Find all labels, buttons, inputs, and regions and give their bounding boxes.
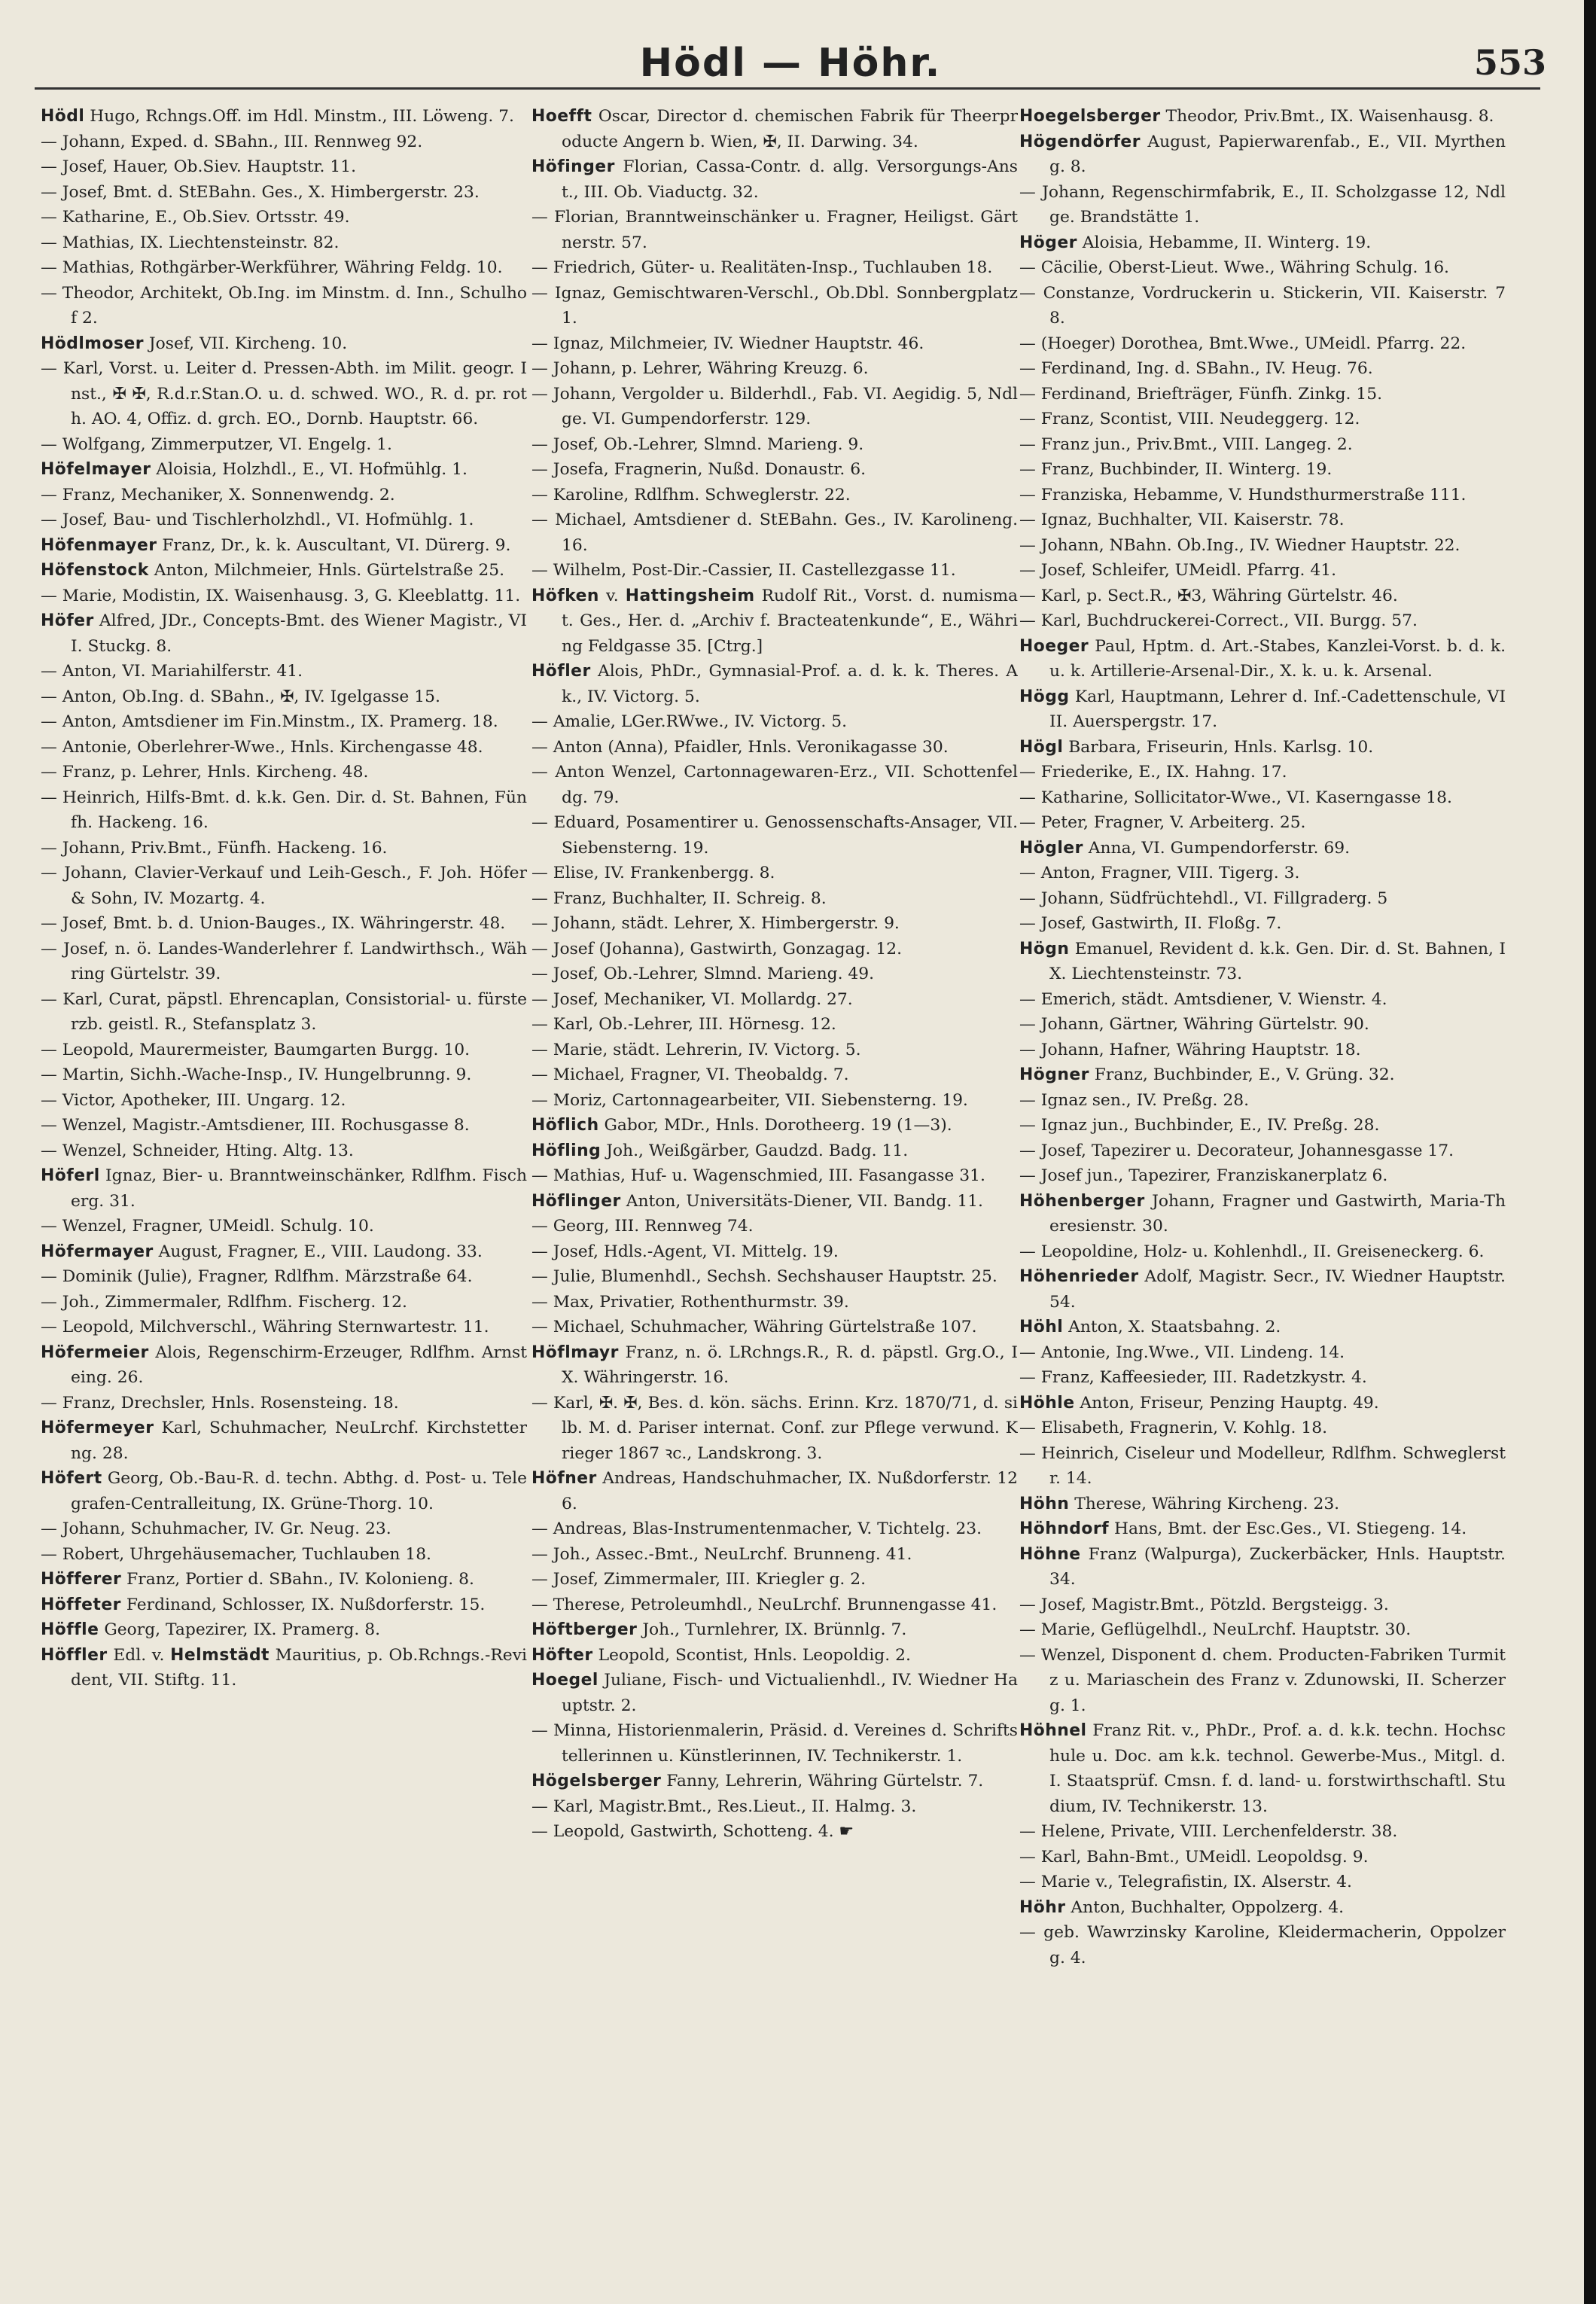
directory-entry: — Leopold, Milchverschl., Währing Sternwartestr. 11. (41, 1318, 489, 1336)
directory-entry: Hoefft Oscar, Director d. chemischen Fabrik für Theerproducte Angern b. Wien, ✠, II. Darwing. 34. (531, 107, 1018, 151)
directory-entry: — Josef, Ob.-Lehrer, Slmnd. Marieng. 49. (531, 965, 875, 983)
directory-entry: — Wenzel, Magistr.-Amtsdiener, III. Rochusgasse 8. (41, 1116, 470, 1135)
entry-surname: Höhr (1019, 1897, 1066, 1917)
directory-entry: — Karl, p. Sect.R., ✠3, Währing Gürtelstr. 46. (1019, 586, 1398, 605)
directory-entry: — Ignaz, Buchhalter, VII. Kaiserstr. 78. (1019, 510, 1345, 529)
directory-entry: Höfert Georg, Ob.-Bau-R. d. techn. Abthg. d. Post- u. Telegrafen-Centralleitung, IX. Grüne-Thorg. 10. (41, 1469, 527, 1513)
directory-entry: — Wenzel, Disponent d. chem. Producten-Fabriken Turmitz u. Mariaschein des Franz v. Zdunowski, II. Scherzerg. 1. (1019, 1645, 1506, 1715)
directory-entry: — Johann, NBahn. Ob.Ing., IV. Wiedner Hauptstr. 22. (1019, 535, 1460, 555)
directory-entry: Hödlmoser Josef, VII. Kircheng. 10. (41, 334, 348, 353)
directory-entry: — Elise, IV. Frankenbergg. 8. (531, 864, 775, 882)
directory-entry: — Josef, Bmt. b. d. Union-Bauges., IX. Währingerstr. 48. (41, 914, 506, 933)
directory-entry: Höhl Anton, X. Staatsbahng. 2. (1019, 1318, 1281, 1336)
entry-surname: Högner (1019, 1065, 1089, 1084)
directory-entry: — Josef, Schleifer, UMeidl. Pfarrg. 41. (1019, 561, 1337, 580)
entry-surname: Hoegelsberger (1019, 107, 1161, 126)
directory-entry: — Anton, Ob.Ing. d. SBahn., ✠, IV. Igelgasse 15. (41, 687, 440, 706)
directory-entry: — Karl, Ob.-Lehrer, III. Hörnesg. 12. (531, 1015, 836, 1034)
directory-entry: — Ignaz jun., Buchbinder, E., IV. Preßg. 28. (1019, 1116, 1380, 1135)
directory-entry: — Karoline, Rdlfhm. Schweglerstr. 22. (531, 485, 851, 504)
directory-entry: — Wolfgang, Zimmerputzer, VI. Engelg. 1. (41, 434, 392, 454)
directory-entry: — Leopold, Maurermeister, Baumgarten Burgg. 10. (41, 1040, 471, 1059)
directory-entry: Höfermeyer Karl, Schuhmacher, NeuLrchf. Kirchstetterng. 28. (41, 1419, 527, 1463)
directory-entry: — Franz, Buchbinder, II. Winterg. 19. (1019, 460, 1333, 479)
directory-entry: — Friedrich, Güter- u. Realitäten-Insp., Tuchlauben 18. (531, 258, 993, 277)
directory-entry: — Johann, Südfrüchtehdl., VI. Fillgraderg. 5 (1019, 888, 1388, 908)
directory-entry: Högg Karl, Hauptmann, Lehrer d. Inf.-Cadettenschule, VIII. Auerspergstr. 17. (1019, 687, 1506, 731)
directory-entry: — Wilhelm, Post-Dir.-Cassier, II. Castellezgasse 11. (531, 561, 956, 580)
directory-entry: — Heinrich, Ciseleur und Modelleur, Rdlfhm. Schweglerstr. 14. (1019, 1443, 1506, 1488)
entry-surname: Höfermeyer (41, 1419, 154, 1437)
directory-entry: — Joh., Assec.-Bmt., NeuLrchf. Brunneng. 41. (531, 1544, 912, 1564)
directory-entry: Höger Aloisia, Hebamme, II. Winterg. 19. (1019, 233, 1372, 252)
entry-surname: Höflinger (531, 1191, 621, 1211)
directory-entry: Hödl Hugo, Rchngs.Off. im Hdl. Minstm., III. Löweng. 7. (41, 107, 514, 126)
directory-entry: Höfinger Florian, Cassa-Contr. d. allg. Versorgungs-Anst., III. Ob. Viaductg. 32. (531, 157, 1018, 202)
entry-surname: Högelsberger (531, 1772, 662, 1790)
entry-surname: Höfenmayer (41, 535, 157, 555)
directory-entry: — Michael, Fragner, VI. Theobaldg. 7. (531, 1065, 849, 1084)
directory-entry: — Josef, Tapezirer u. Decorateur, Johannesgasse 17. (1019, 1141, 1454, 1160)
column-2 (531, 104, 1018, 2287)
entry-surname: Höflich (531, 1116, 599, 1135)
directory-entry: Höfferer Franz, Portier d. SBahn., IV. Kolonieng. 8. (41, 1570, 474, 1589)
directory-entry: — Cäcilie, Oberst-Lieut. Wwe., Währing Schulg. 16. (1019, 258, 1449, 277)
directory-entry: Högler Anna, VI. Gumpendorferstr. 69. (1019, 838, 1351, 858)
entry-surname: Höftberger (531, 1620, 638, 1639)
directory-entry: Hoegelsberger Theodor, Priv.Bmt., IX. Waisenhausg. 8. (1019, 107, 1494, 126)
entry-surname: Höfken (531, 586, 599, 605)
directory-entry: — Anton, VI. Mariahilferstr. 41. (41, 662, 303, 681)
directory-entry: — Antonie, Ing.Wwe., VII. Lindeng. 14. (1019, 1342, 1345, 1362)
entry-surname: Hoegel (531, 1671, 598, 1690)
entry-surname: Högg (1019, 687, 1070, 706)
entry-surname: Höfferer (41, 1570, 122, 1589)
directory-entry: Hoeger Paul, Hptm. d. Art.-Stabes, Kanzlei-Vorst. b. d. k. u. k. Artillerie-Arsenal-Dir., X. k. u. k. Arsenal. (1019, 636, 1506, 681)
entry-surname: Höffeter (41, 1595, 121, 1614)
entry-surname: Höfinger (531, 157, 615, 176)
directory-entry: — Josef, Magistr.Bmt., Pötzld. Bergsteigg. 3. (1019, 1595, 1389, 1614)
directory-entry: Höhr Anton, Buchhalter, Oppolzerg. 4. (1019, 1897, 1345, 1917)
directory-entry: — Franz, Mechaniker, X. Sonnenwendg. 2. (41, 485, 395, 504)
directory-entry: — Mathias, Huf- u. Wagenschmied, III. Fasangasse 31. (531, 1166, 985, 1185)
entry-surname: Höhndorf (1019, 1519, 1110, 1538)
directory-entry: — Josef, Bau- und Tischlerholzhdl., VI. Hofmühlg. 1. (41, 510, 474, 529)
directory-entry: Högelsberger Fanny, Lehrerin, Währing Gürtelstr. 7. (531, 1772, 984, 1790)
directory-entry: — Heinrich, Hilfs-Bmt. d. k.k. Gen. Dir. d. St. Bahnen, Fünfh. Hackeng. 16. (41, 788, 527, 832)
directory-entry: Höffler Edl. v. Helmstädt Mauritius, p. Ob.Rchngs.-Revident, VII. Stiftg. 11. (41, 1645, 527, 1690)
directory-entry: Höffle Georg, Tapezirer, IX. Pramerg. 8. (41, 1620, 381, 1639)
directory-entry: — Leopoldine, Holz- u. Kohlenhdl., II. Greiseneckerg. 6. (1019, 1242, 1485, 1261)
directory-entry: — Katharine, E., Ob.Siev. Ortsstr. 49. (41, 208, 350, 227)
directory-entry: Högl Barbara, Friseurin, Hnls. Karlsg. 10. (1019, 737, 1374, 757)
directory-entry: — Max, Privatier, Rothenthurmstr. 39. (531, 1292, 849, 1312)
entry-surname: Hödl (41, 107, 85, 126)
directory-entry: — Josef (Johanna), Gastwirth, Gonzagag. 12. (531, 939, 903, 958)
directory-entry: — Michael, Amtsdiener d. StEBahn. Ges., IV. Karolineng. 16. (531, 510, 1018, 555)
directory-entry: Höfken v. Hattingsheim Rudolf Rit., Vorst. d. numismat. Ges., Her. d. „Archiv f. Bracteatenkunde“, E., Währing Feldgasse 35. [Ctrg.] (531, 586, 1018, 656)
directory-entry: — Ignaz sen., IV. Preßg. 28. (1019, 1090, 1250, 1110)
directory-entry: — Franz, Scontist, VIII. Neudeggerg. 12. (1019, 410, 1360, 428)
directory-entry: — Georg, III. Rennweg 74. (531, 1217, 754, 1236)
directory-entry: — Karl, Magistr.Bmt., Res.Lieut., II. Halmg. 3. (531, 1797, 917, 1816)
directory-entry: — geb. Wawrzinsky Karoline, Kleidermacherin, Oppolzerg. 4. (1019, 1923, 1506, 1967)
entry-surname: Höfelmayer (41, 460, 151, 479)
entry-surname: Höger (1019, 233, 1077, 252)
directory-entry: — Constanze, Vordruckerin u. Stickerin, VII. Kaiserstr. 78. (1019, 283, 1506, 328)
directory-entry: — Theodor, Architekt, Ob.Ing. im Minstm. d. Inn., Schulhof 2. (41, 283, 527, 328)
directory-entry: — Josefa, Fragnerin, Nußd. Donaustr. 6. (531, 460, 867, 479)
directory-entry: Höfter Leopold, Scontist, Hnls. Leopoldig. 2. (531, 1645, 911, 1665)
directory-entry: — Josef jun., Tapezirer, Franziskanerplatz 6. (1019, 1166, 1388, 1185)
directory-entry: — Elisabeth, Fragnerin, V. Kohlg. 18. (1019, 1419, 1328, 1437)
directory-entry: — Karl, Bahn-Bmt., UMeidl. Leopoldsg. 9. (1019, 1847, 1369, 1867)
directory-entry: Höfermeier Alois, Regenschirm-Erzeuger, Rdlfhm. Arnsteing. 26. (41, 1342, 527, 1387)
directory-entry: — Franziska, Hebamme, V. Hundsthurmerstraße 111. (1019, 485, 1467, 504)
directory-entry: — Johann, p. Lehrer, Währing Kreuzg. 6. (531, 359, 869, 378)
entry-surname: Höhenberger (1019, 1191, 1145, 1211)
directory-entry: Höferl Ignaz, Bier- u. Branntweinschänker, Rdlfhm. Fischerg. 31. (41, 1166, 527, 1211)
directory-entry: — Moriz, Cartonnagearbeiter, VII. Siebensterng. 19. (531, 1090, 968, 1110)
directory-entry: Höfelmayer Aloisia, Holzhdl., E., VI. Hofmühlg. 1. (41, 460, 468, 479)
running-title: Hödl — Höhr. (639, 41, 942, 86)
directory-entry: — Josef, Hdls.-Agent, VI. Mittelg. 19. (531, 1242, 839, 1261)
directory-entry: — Josef, Hauer, Ob.Siev. Hauptstr. 11. (41, 157, 357, 176)
directory-entry: — Ferdinand, Briefträger, Fünfh. Zinkg. 15. (1019, 384, 1383, 404)
entry-surname: Helmstädt (170, 1645, 270, 1665)
directory-entry: — Emerich, städt. Amtsdiener, V. Wienstr. 4. (1019, 989, 1387, 1009)
directory-entry: Höfling Joh., Weißgärber, Gaudzd. Badg. 11. (531, 1141, 909, 1160)
entry-surname: Höhle (1019, 1393, 1075, 1413)
directory-entry: — Johann, Vergolder u. Bilderhdl., Fab. VI. Aegidig. 5, Ndlge. VI. Gumpendorferstr. 129. (531, 384, 1018, 428)
directory-entry: — Josef, Gastwirth, II. Floßg. 7. (1019, 914, 1282, 933)
page-header (0, 35, 1581, 95)
directory-entry: — Joh., Zimmermaler, Rdlfhm. Fischerg. 12. (41, 1292, 407, 1312)
entry-surname: Höflmayr (531, 1342, 619, 1362)
directory-entry: — Michael, Schuhmacher, Währing Gürtelstraße 107. (531, 1318, 977, 1336)
directory-entry: — Johann, Gärtner, Währing Gürtelstr. 90. (1019, 1015, 1369, 1034)
directory-entry: — Josef, Mechaniker, VI. Mollardg. 27. (531, 989, 853, 1009)
directory-entry: — Amalie, LGer.RWwe., IV. Victorg. 5. (531, 712, 848, 731)
directory-entry: Höfenmayer Franz, Dr., k. k. Auscultant, VI. Dürerg. 9. (41, 535, 511, 555)
directory-entry: — Robert, Uhrgehäusemacher, Tuchlauben 18. (41, 1544, 431, 1564)
directory-entry: — Marie, städt. Lehrerin, IV. Victorg. 5. (531, 1040, 861, 1059)
directory-entry: — Marie, Geflügelhdl., NeuLrchf. Hauptstr. 30. (1019, 1620, 1412, 1639)
directory-entry: — Mathias, Rothgärber-Werkführer, Währing Feldg. 10. (41, 258, 503, 277)
directory-entry: — Friederike, E., IX. Hahng. 17. (1019, 763, 1287, 782)
directory-entry: — Wenzel, Fragner, UMeidl. Schulg. 10. (41, 1217, 374, 1236)
directory-entry: — Karl, ✠. ✠, Bes. d. kön. sächs. Erinn. Krz. 1870/71, d. silb. M. d. Pariser internat. Conf. zur Pflege verwund. Krieger 1867 ꝛc., Landskrong. 3. (531, 1393, 1018, 1463)
directory-entry: — Karl, Curat, päpstl. Ehrencaplan, Consistorial- u. fürsterzb. geistl. R., Stefansplatz 3. (41, 989, 527, 1034)
entry-surname: Högler (1019, 838, 1083, 858)
directory-entry: — Minna, Historienmalerin, Präsid. d. Vereines d. Schriftstellerinnen u. Künstlerinnen, IV. Technikerstr. 1. (531, 1721, 1018, 1766)
directory-entry: Höfenstock Anton, Milchmeier, Hnls. Gürtelstraße 25. (41, 561, 505, 580)
entry-surname: Höfler (531, 662, 591, 681)
directory-entry: Höfer Alfred, JDr., Concepts-Bmt. des Wiener Magistr., VII. Stuckg. 8. (41, 611, 527, 656)
entry-surname: Höhn (1019, 1494, 1070, 1513)
column-3 (1019, 104, 1506, 2287)
directory-entry: — Franz, Kaffeesieder, III. Radetzkystr. 4. (1019, 1368, 1367, 1387)
entry-surname: Höhl (1019, 1318, 1064, 1336)
directory-entry: Höffeter Ferdinand, Schlosser, IX. Nußdorferstr. 15. (41, 1595, 486, 1614)
directory-entry: — Josef, Zimmermaler, III. Kriegler g. 2. (531, 1570, 867, 1589)
entry-surname: Högendörfer (1019, 132, 1141, 151)
directory-entry: Höhn Therese, Währing Kircheng. 23. (1019, 1494, 1340, 1513)
directory-entry: Höhnel Franz Rit. v., PhDr., Prof. a. d. k.k. techn. Hochschule u. Doc. am k.k. technol. Gewerbe-Mus., Mitgl. d. I. Staatsprüf. Cmsn. f. d. land- u. forstwirthschaftl. Studium, IV. Technikerstr. 13. (1019, 1721, 1506, 1816)
directory-entry: Högn Emanuel, Revident d. k.k. Gen. Dir. d. St. Bahnen, IX. Liechtensteinstr. 73. (1019, 939, 1506, 983)
directory-entry: — Franz, p. Lehrer, Hnls. Kircheng. 48. (41, 763, 369, 782)
entry-surname: Höfert (41, 1469, 102, 1488)
entry-surname: Höfling (531, 1141, 602, 1160)
entry-surname: Höffler (41, 1645, 108, 1665)
directory-entry: Högner Franz, Buchbinder, E., V. Grüng. 32. (1019, 1065, 1395, 1084)
directory-entry: — Johann, Regenschirmfabrik, E., II. Scholzgasse 12, Ndlge. Brandstätte 1. (1019, 182, 1506, 227)
header-rule (35, 87, 1540, 90)
directory-entry: — Franz, Buchhalter, II. Schreig. 8. (531, 888, 827, 908)
directory-entry: — Anton (Anna), Pfaidler, Hnls. Veronikagasse 30. (531, 737, 949, 757)
entry-surname: Hödlmoser (41, 334, 144, 353)
directory-entry: — Johann, Priv.Bmt., Fünfh. Hackeng. 16. (41, 838, 388, 858)
directory-entry: — Anton, Fragner, VIII. Tigerg. 3. (1019, 864, 1300, 882)
directory-entry: Höflich Gabor, MDr., Hnls. Dorotheerg. 19 (1—3). (531, 1116, 952, 1135)
directory-entry: — Mathias, IX. Liechtensteinstr. 82. (41, 233, 340, 252)
directory-entry: Höhndorf Hans, Bmt. der Esc.Ges., VI. Stiegeng. 14. (1019, 1519, 1467, 1538)
directory-entry: Högendörfer August, Papierwarenfab., E., VII. Myrtheng. 8. (1019, 132, 1506, 176)
directory-entry: — Therese, Petroleumhdl., NeuLrchf. Brunnengasse 41. (531, 1595, 998, 1614)
entry-surname: Höhenrieder (1019, 1267, 1139, 1286)
directory-entry: Höhenrieder Adolf, Magistr. Secr., IV. Wiedner Hauptstr. 54. (1019, 1267, 1506, 1312)
entry-surname: Höhnel (1019, 1721, 1087, 1740)
directory-entry: — Leopold, Gastwirth, Schotteng. 4. ☛ (531, 1822, 854, 1841)
directory-entry: Höfner Andreas, Handschuhmacher, IX. Nußdorferstr. 126. (531, 1469, 1018, 1513)
column-1 (41, 104, 527, 2287)
directory-entry: Höhle Anton, Friseur, Penzing Hauptg. 49. (1019, 1393, 1379, 1413)
entry-surname: Höfter (531, 1645, 593, 1665)
directory-entry: — Eduard, Posamentirer u. Genossenschafts-Ansager, VII. Siebensterng. 19. (531, 813, 1018, 858)
directory-entry: — Josef, Ob.-Lehrer, Slmnd. Marieng. 9. (531, 434, 864, 454)
directory-entry: — Josef, Bmt. d. StEBahn. Ges., X. Himbergerstr. 23. (41, 182, 480, 202)
directory-entry: — Helene, Private, VIII. Lerchenfelderstr. 38. (1019, 1822, 1398, 1841)
directory-entry: — Johann, Exped. d. SBahn., III. Rennweg 92. (41, 132, 423, 151)
directory-entry: Hoegel Juliane, Fisch- und Victualienhdl., IV. Wiedner Hauptstr. 2. (531, 1671, 1018, 1715)
directory-entry: Höhne Franz (Walpurga), Zuckerbäcker, Hnls. Hauptstr. 34. (1019, 1544, 1506, 1589)
directory-entry: — Karl, Buchdruckerei-Correct., VII. Burgg. 57. (1019, 611, 1418, 630)
directory-entry: Höftberger Joh., Turnlehrer, IX. Brünnlg. 7. (531, 1620, 907, 1639)
entry-surname: Hoeger (1019, 636, 1089, 656)
page-number: 553 (1473, 42, 1546, 83)
directory-entry: Höfermayer August, Fragner, E., VIII. Laudong. 33. (41, 1242, 483, 1261)
entry-surname: Höfermayer (41, 1242, 154, 1261)
directory-entry: — Victor, Apotheker, III. Ungarg. 12. (41, 1090, 346, 1110)
directory-entry: — Marie v., Telegrafistin, IX. Alserstr. 4. (1019, 1873, 1352, 1891)
entry-surname: Höhne (1019, 1544, 1081, 1564)
directory-entry: — Julie, Blumenhdl., Sechsh. Sechshauser Hauptstr. 25. (531, 1267, 998, 1286)
directory-entry: — Wenzel, Schneider, Hting. Altg. 13. (41, 1141, 354, 1160)
directory-entry: — Franz, Drechsler, Hnls. Rosensteing. 18. (41, 1393, 399, 1413)
directory-entry: — Johann, Clavier-Verkauf und Leih-Gesch., F. Joh. Höfer & Sohn, IV. Mozartg. 4. (41, 864, 527, 908)
entry-surname: Höfer (41, 611, 94, 630)
entry-surname: Höffle (41, 1620, 99, 1639)
entry-surname: Högn (1019, 939, 1070, 958)
directory-entry: — Josef, n. ö. Landes-Wanderlehrer f. Landwirthsch., Währing Gürtelstr. 39. (41, 939, 527, 983)
directory-entry: — Antonie, Oberlehrer-Wwe., Hnls. Kirchengasse 48. (41, 737, 483, 757)
directory-entry: — Johann, Schuhmacher, IV. Gr. Neug. 23. (41, 1519, 391, 1538)
directory-entry: — Florian, Branntweinschänker u. Fragner, Heiligst. Gärtnerstr. 57. (531, 208, 1018, 252)
directory-entry: — Franz jun., Priv.Bmt., VIII. Langeg. 2. (1019, 434, 1353, 454)
directory-entry: — (Hoeger) Dorothea, Bmt.Wwe., UMeidl. Pfarrg. 22. (1019, 334, 1467, 353)
directory-entry: — Johann, städt. Lehrer, X. Himbergerstr. 9. (531, 914, 900, 933)
directory-entry: — Andreas, Blas-Instrumentenmacher, V. Tichtelg. 23. (531, 1519, 982, 1538)
entry-surname: Hattingsheim (625, 586, 755, 605)
directory-entry: — Marie, Modistin, IX. Waisenhausg. 3, G. Kleeblattg. 11. (41, 586, 521, 605)
entry-surname: Höferl (41, 1166, 100, 1185)
directory-entry: — Peter, Fragner, V. Arbeiterg. 25. (1019, 813, 1306, 832)
directory-entry: — Katharine, Sollicitator-Wwe., VI. Kaserngasse 18. (1019, 788, 1452, 807)
directory-entry: — Anton Wenzel, Cartonnagewaren-Erz., VII. Schottenfeldg. 79. (531, 763, 1018, 807)
entry-surname: Höfner (531, 1469, 597, 1488)
directory-entry: — Dominik (Julie), Fragner, Rdlfhm. Märzstraße 64. (41, 1267, 473, 1286)
directory-entry: — Johann, Hafner, Währing Hauptstr. 18. (1019, 1040, 1361, 1059)
directory-entry: Höfler Alois, PhDr., Gymnasial-Prof. a. d. k. k. Theres. Ak., IV. Victorg. 5. (531, 662, 1018, 706)
entry-surname: Höfenstock (41, 561, 149, 580)
directory-entry: — Martin, Sichh.-Wache-Insp., IV. Hungelbrunng. 9. (41, 1065, 472, 1084)
entry-surname: Höfermeier (41, 1342, 149, 1362)
entry-surname: Högl (1019, 737, 1064, 757)
directory-entry: — Anton, Amtsdiener im Fin.Minstm., IX. Pramerg. 18. (41, 712, 498, 731)
directory-entry: — Ferdinand, Ing. d. SBahn., IV. Heug. 76. (1019, 359, 1373, 378)
directory-entry: — Karl, Vorst. u. Leiter d. Pressen-Abth. im Milit. geogr. Inst., ✠ ✠, R.d.r.Stan.O. u. d. schwed. WO., R. d. pr. roth. AO. 4, Offiz. d. grch. EO., Dornb. Hauptstr. 66. (41, 359, 527, 428)
directory-entry: Höflinger Anton, Universitäts-Diener, VII. Bandg. 11. (531, 1191, 983, 1211)
directory-entry: — Ignaz, Milchmeier, IV. Wiedner Hauptstr. 46. (531, 334, 924, 353)
directory-entry: Höhenberger Johann, Fragner und Gastwirth, Maria-Theresienstr. 30. (1019, 1191, 1506, 1236)
entry-surname: Hoefft (531, 107, 592, 126)
directory-entry: — Ignaz, Gemischtwaren-Verschl., Ob.Dbl. Sonnbergplatz 1. (531, 283, 1018, 328)
directory-entry: Höflmayr Franz, n. ö. LRchngs.R., R. d. päpstl. Grg.O., IX. Währingerstr. 16. (531, 1342, 1018, 1387)
